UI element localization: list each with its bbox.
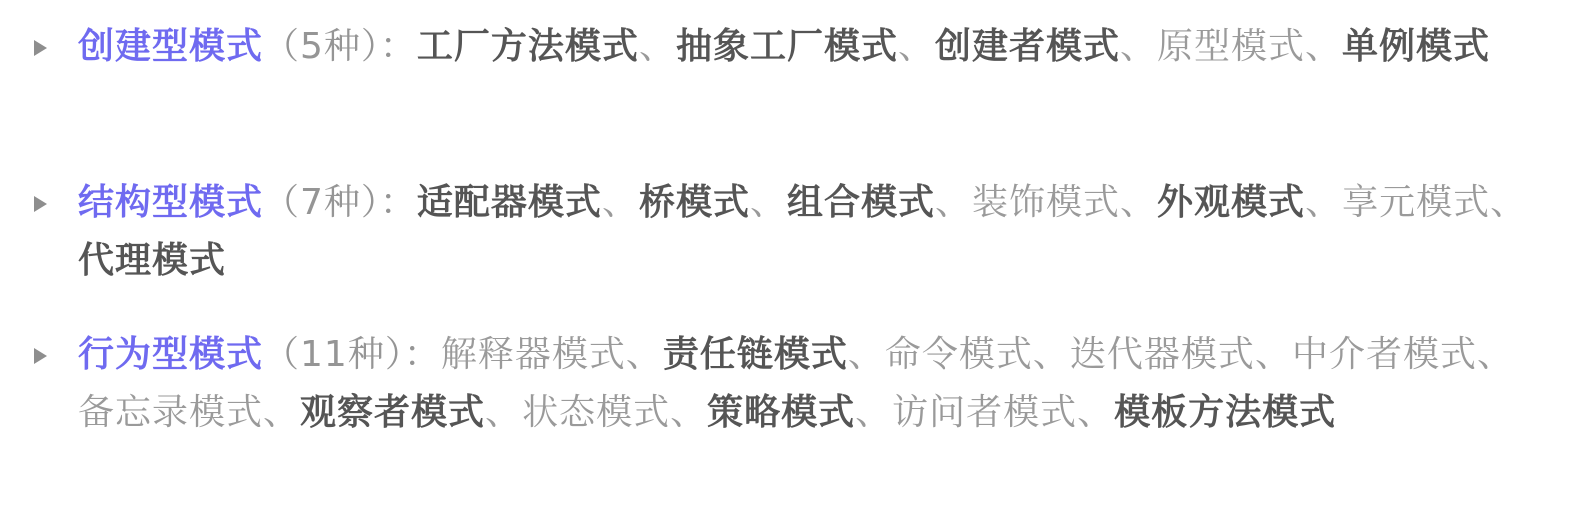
category-title: 行为型模式 xyxy=(78,334,264,375)
separator: 、 xyxy=(1032,334,1070,375)
category-count: （7种）： xyxy=(263,182,417,223)
list-item-creational xyxy=(78,18,1538,76)
category-title: 创建型模式 xyxy=(78,26,264,67)
separator: 、 xyxy=(1490,182,1528,223)
pattern-name: 观察者模式 xyxy=(300,392,486,433)
triangle-bullet-icon xyxy=(34,348,47,364)
category-title: 结构型模式 xyxy=(78,182,264,223)
separator: 、 xyxy=(1476,334,1514,375)
separator: 、 xyxy=(897,26,935,67)
separator: 、 xyxy=(625,334,663,375)
pattern-name: 解释器模式 xyxy=(440,334,626,375)
pattern-name: 命令模式 xyxy=(884,334,1033,375)
separator: 、 xyxy=(1305,26,1343,67)
separator: 、 xyxy=(670,392,708,433)
separator: 、 xyxy=(1254,334,1292,375)
pattern-name: 单例模式 xyxy=(1342,26,1491,67)
separator: 、 xyxy=(601,182,639,223)
separator: 、 xyxy=(1120,26,1158,67)
pattern-name: 组合模式 xyxy=(786,182,935,223)
pattern-name: 原型模式 xyxy=(1157,26,1306,67)
list-item-structural xyxy=(78,174,1538,290)
separator: 、 xyxy=(1305,182,1343,223)
category-count: （5种）： xyxy=(263,26,417,67)
pattern-name: 模板方法模式 xyxy=(1114,392,1337,433)
pattern-name: 责任链模式 xyxy=(662,334,848,375)
pattern-name: 工厂方法模式 xyxy=(416,26,639,67)
pattern-name: 策略模式 xyxy=(707,392,856,433)
pattern-name: 备忘录模式 xyxy=(78,392,264,433)
triangle-bullet-icon xyxy=(34,40,47,56)
separator: 、 xyxy=(1077,392,1115,433)
pattern-name: 外观模式 xyxy=(1157,182,1306,223)
separator: 、 xyxy=(263,392,301,433)
separator: 、 xyxy=(855,392,893,433)
separator: 、 xyxy=(485,392,523,433)
separator: 、 xyxy=(638,26,676,67)
pattern-name: 享元模式 xyxy=(1342,182,1491,223)
pattern-name: 抽象工厂模式 xyxy=(675,26,898,67)
pattern-name: 访问者模式 xyxy=(892,392,1078,433)
pattern-name: 装饰模式 xyxy=(972,182,1121,223)
pattern-name: 中介者模式 xyxy=(1291,334,1477,375)
pattern-name: 状态模式 xyxy=(522,392,671,433)
category-count: （11种）： xyxy=(263,334,441,375)
pattern-name: 桥模式 xyxy=(638,182,750,223)
pattern-name: 代理模式 xyxy=(78,240,227,281)
triangle-bullet-icon xyxy=(34,196,47,212)
pattern-name: 创建者模式 xyxy=(934,26,1120,67)
separator: 、 xyxy=(847,334,885,375)
pattern-name: 适配器模式 xyxy=(416,182,602,223)
separator: 、 xyxy=(749,182,787,223)
separator: 、 xyxy=(935,182,973,223)
list-item-behavioral xyxy=(78,326,1538,442)
separator: 、 xyxy=(1120,182,1158,223)
pattern-name: 迭代器模式 xyxy=(1069,334,1255,375)
